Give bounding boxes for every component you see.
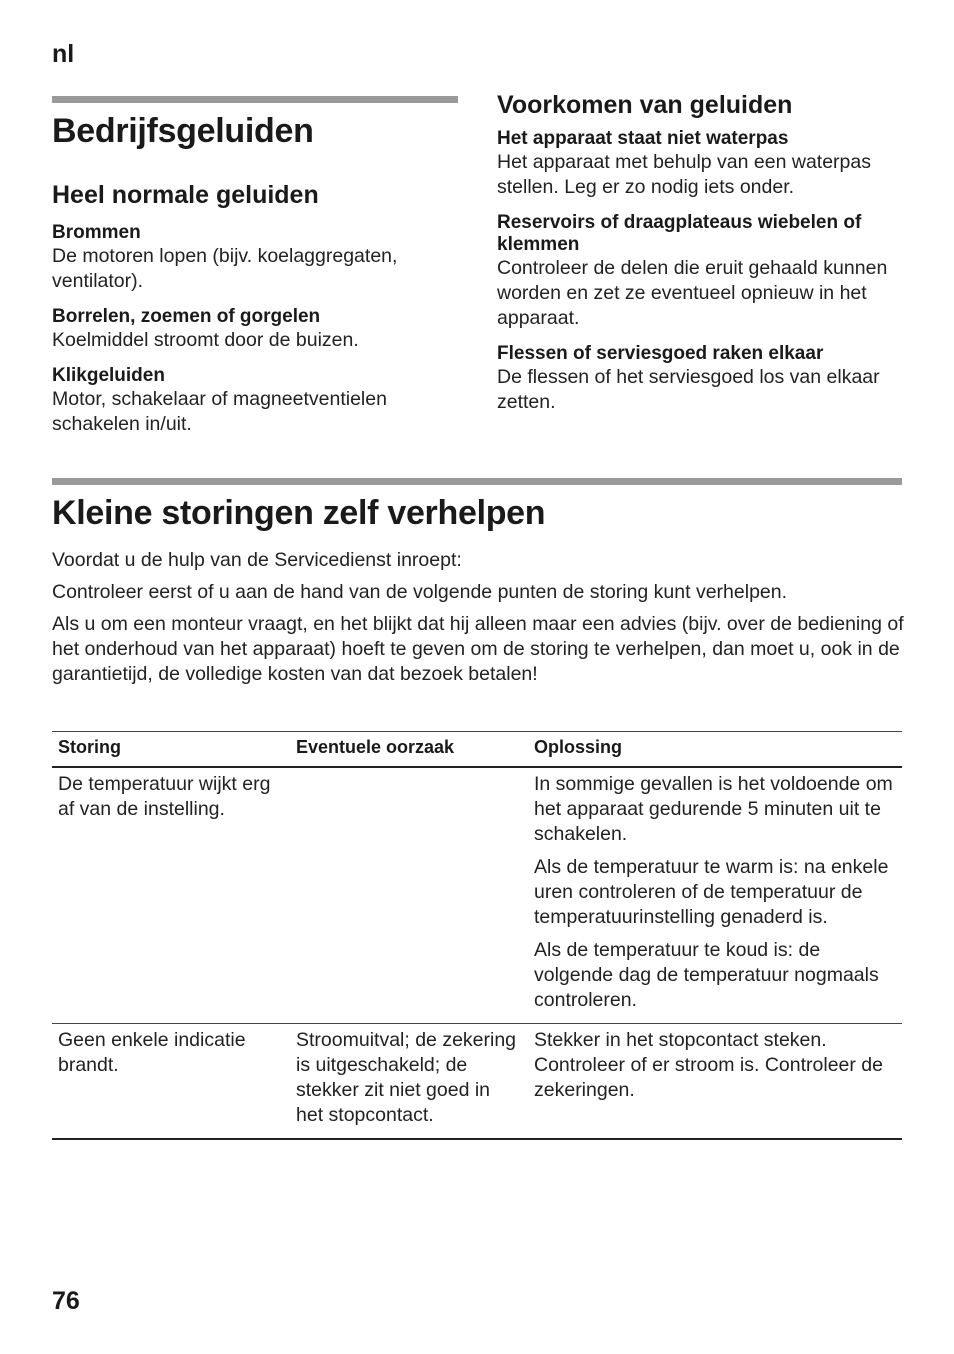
normal-noises-column bbox=[52, 180, 457, 449]
noise-item-title: Het apparaat staat niet waterpas bbox=[497, 128, 789, 149]
cell-oorzaak bbox=[290, 767, 528, 1024]
solution-paragraph: In sommige gevallen is het voldoende om het apparaat gedurende 5 minuten uit te schakelen. bbox=[534, 773, 893, 845]
section-divider bbox=[52, 478, 902, 485]
noise-item-title: Klikgeluiden bbox=[52, 365, 165, 386]
column-header-oplossing: Oplossing bbox=[528, 732, 902, 768]
troubleshooting-intro bbox=[52, 548, 912, 694]
noise-item-text: Het apparaat met behulp van een waterpas stellen. Leg er zo nodig iets onder. bbox=[497, 151, 871, 198]
troubleshooting-table bbox=[52, 731, 902, 1140]
column-header-storing: Storing bbox=[52, 732, 290, 768]
noise-item-title: Borrelen, zoemen of gorgelen bbox=[52, 306, 321, 327]
column-header-oorzaak: Eventuele oorzaak bbox=[290, 732, 528, 768]
cell-storing: Geen enkele indicatie brandt. bbox=[52, 1024, 290, 1140]
solution-paragraph: Als de temperatuur te warm is: na enkele uren controleren of de temperatuur de temperatuurinstelling genaderd is. bbox=[534, 856, 889, 928]
table-row bbox=[52, 767, 902, 1024]
cell-oorzaak: Stroomuitval; de zekering is uitgeschakeld; de stekker zit niet goed in het stopcontact. bbox=[290, 1024, 528, 1140]
noise-item-title: Flessen of serviesgoed raken elkaar bbox=[497, 343, 824, 364]
noise-item-text: Motor, schakelaar of magneetventielen schakelen in/uit. bbox=[52, 388, 387, 435]
noise-item bbox=[497, 128, 892, 200]
noise-item bbox=[497, 343, 892, 415]
noise-item-title: Reservoirs of draagplateaus wiebelen of klemmen bbox=[497, 212, 862, 255]
noise-item bbox=[52, 222, 457, 294]
solution-paragraph: Stekker in het stopcontact steken. Controleer of er stroom is. Controleer de zekeringen. bbox=[534, 1029, 883, 1101]
noise-item-text: De flessen of het serviesgoed los van elkaar zetten. bbox=[497, 366, 880, 413]
prevent-noises-heading: Voorkomen van geluiden bbox=[497, 91, 793, 119]
cell-oplossing bbox=[528, 767, 902, 1024]
noise-item bbox=[497, 212, 892, 331]
noise-item-text: Controleer de delen die eruit gehaald kunnen worden en zet ze eventueel opnieuw in het apparaat. bbox=[497, 257, 888, 329]
cell-oplossing bbox=[528, 1024, 902, 1140]
section-title-troubleshooting: Kleine storingen zelf verhelpen bbox=[52, 494, 546, 532]
language-label: nl bbox=[52, 40, 75, 68]
noise-item-title: Brommen bbox=[52, 222, 141, 243]
section-divider bbox=[52, 96, 458, 103]
cell-storing: De temperatuur wijkt erg af van de instelling. bbox=[52, 767, 290, 1024]
page-number: 76 bbox=[52, 1287, 80, 1315]
noise-item-text: De motoren lopen (bijv. koelaggregaten, ventilator). bbox=[52, 245, 398, 292]
noise-item bbox=[52, 365, 457, 437]
section-title-noises: Bedrijfsgeluiden bbox=[52, 112, 314, 150]
noise-item-text: Koelmiddel stroomt door de buizen. bbox=[52, 329, 359, 351]
noise-item bbox=[52, 306, 457, 353]
table-header-row bbox=[52, 732, 902, 768]
table-row bbox=[52, 1024, 902, 1140]
intro-paragraph: Als u om een monteur vraagt, en het blijkt dat hij alleen maar een advies (bijv. over de bediening of het onderhoud van het apparaat) hoeft te geven om de storing te verhelpen, dan moet u, ook in de garantietijd, de volledige kosten van dat bezoek betalen! bbox=[52, 613, 904, 685]
prevent-noises-column bbox=[497, 90, 892, 427]
intro-paragraph: Voordat u de hulp van de Servicedienst inroept: bbox=[52, 549, 462, 571]
intro-paragraph: Controleer eerst of u aan de hand van de volgende punten de storing kunt verhelpen. bbox=[52, 581, 788, 603]
normal-noises-heading: Heel normale geluiden bbox=[52, 181, 319, 209]
solution-paragraph: Als de temperatuur te koud is: de volgende dag de temperatuur nogmaals controleren. bbox=[534, 939, 879, 1011]
